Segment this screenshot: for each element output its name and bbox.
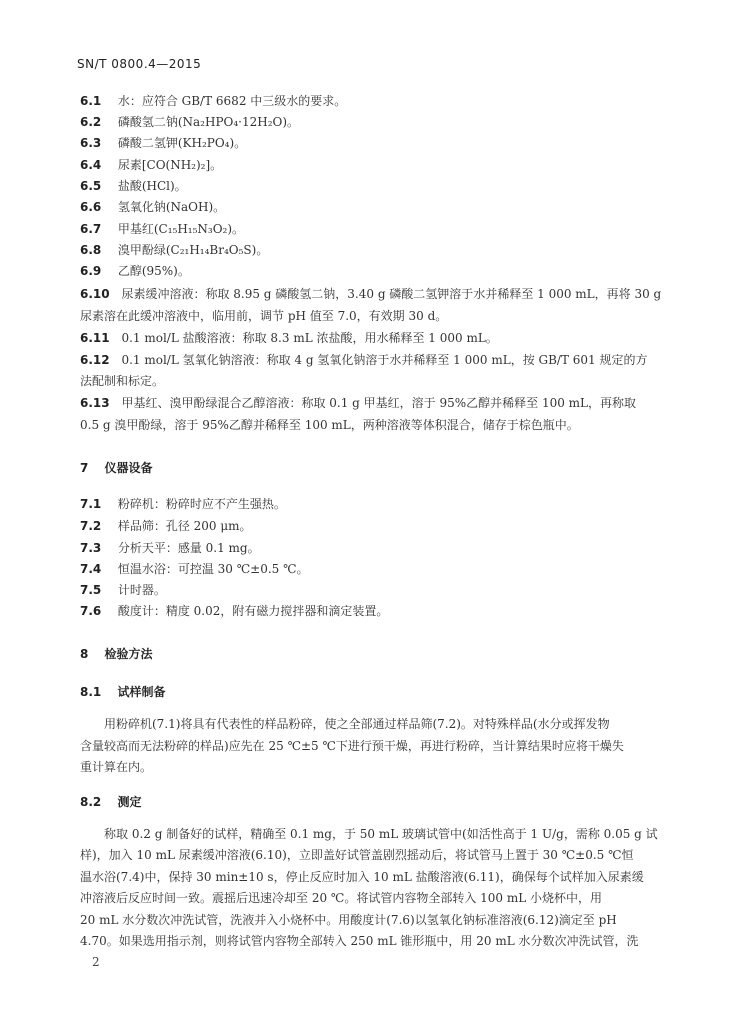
clause-text: 乙醇(95%)。 [117,264,190,278]
clause-number: 7.4 [80,562,102,576]
clause-number: 7.3 [80,541,102,555]
paragraph-line: 称取 0.2 g 制备好的试样，精确至 0.1 mg，于 50 mL 玻璃试管中(如活性高于 1 U/g，需称 0.05 g 试 [104,827,658,841]
subsection-number: 8.2 [80,795,102,809]
clause-number: 6.8 [80,243,102,257]
standard-header: SN/T 0800.4—2015 [77,57,202,71]
clause-6-12-line2: 法配制和标定。 [80,374,165,388]
clause-text: 分析天平：感量 0.1 mg。 [117,541,260,555]
clause-text: 恒温水浴：可控温 30 ℃±0.5 ℃。 [117,562,309,576]
clause-number: 6.3 [80,136,102,150]
clause-number: 6.7 [80,222,102,236]
instrument-item [80,604,388,618]
instrument-item [80,497,286,511]
reagent-item [80,179,187,193]
instrument-item [80,541,260,555]
reagent-item [80,243,268,257]
clause-number: 6.13 [80,396,110,410]
clause-number: 7.6 [80,604,102,618]
clause-number: 6.1 [80,94,102,108]
section-8-heading [80,645,153,662]
clause-number: 7.2 [80,519,102,533]
clause-text: 水：应符合 GB/T 6682 中三级水的要求。 [117,94,347,108]
clause-number: 7.1 [80,497,102,511]
section-title: 检验方法 [104,647,153,661]
reagent-item [80,94,346,108]
clause-number: 6.10 [80,287,110,301]
clause-number: 6.2 [80,115,102,129]
clause-text: 计时器。 [117,583,166,597]
clause-text: 磷酸氢二钠(Na₂HPO₄·12H₂O)。 [117,115,300,129]
clause-text: 0.1 mol/L 盐酸溶液：称取 8.3 mL 浓盐酸，用水稀释至 1 000 mL。 [121,331,498,345]
clause-text: 氢氧化钠(NaOH)。 [117,200,226,214]
clause-text: 甲基红、溴甲酚绿混合乙醇溶液：称取 0.1 g 甲基红，溶于 95%乙醇并稀释至 100 mL，再称取 [121,396,637,410]
subsection-number: 8.1 [80,685,102,699]
clause-number: 6.5 [80,179,102,193]
section-title: 仪器设备 [104,461,153,475]
paragraph-line: 冲溶液后反应时间一致。震摇后迅速冷却至 20 ℃。将试管内容物全部转入 100 mL 小烧杯中，用 [80,891,603,905]
clause-text: 磷酸二氢钾(KH₂PO₄)。 [117,136,247,150]
clause-6-13-line1 [80,396,636,410]
instrument-item [80,519,252,533]
clause-number: 6.12 [80,353,110,367]
reagent-item [80,158,222,172]
instrument-item [80,583,166,597]
section-number: 7 [80,461,89,475]
subsection-title: 试样制备 [117,685,166,699]
paragraph-line: 4.70。如果选用指示剂，则将试管内容物全部转入 250 mL 锥形瓶中，用 20 mL 水分数次冲洗试管，洗 [80,934,639,948]
clause-6-10-line2: 尿素溶在此缓冲溶液中，临用前，调节 pH 值至 7.0，有效期 30 d。 [80,309,448,323]
subsection-8-1-heading [80,683,165,700]
clause-text: 尿素[CO(NH₂)₂]。 [117,158,223,172]
clause-text: 样品筛：孔径 200 μm。 [117,519,252,533]
clause-6-13-line2: 0.5 g 溴甲酚绿，溶于 95%乙醇并稀释至 100 mL，两种溶液等体积混合，储存于棕色瓶中。 [80,418,579,432]
paragraph-line: 用粉碎机(7.1)将具有代表性的样品粉碎，使之全部通过样品筛(7.2)。对特殊样品(水分或挥发物 [104,717,610,731]
clause-text: 甲基红(C₁₅H₁₅N₃O₂)。 [117,222,245,236]
clause-text: 盐酸(HCl)。 [117,179,187,193]
reagent-item [80,222,244,236]
section-number: 8 [80,647,89,661]
page-number: 2 [92,955,100,969]
clause-number: 7.5 [80,583,102,597]
clause-6-10-line1 [80,287,661,301]
clause-number: 6.4 [80,158,102,172]
subsection-8-2-heading [80,793,141,810]
section-7-heading [80,459,153,476]
clause-number: 6.6 [80,200,102,214]
subsection-title: 测定 [117,795,142,809]
paragraph-line: 温水浴(7.4)中，保持 30 min±10 s，停止反应时加入 10 mL 盐酸溶液(6.11)，确保每个试样加入尿素缓 [80,870,644,884]
clause-number: 6.11 [80,331,110,345]
reagent-item [80,136,246,150]
paragraph-line: 20 mL 水分数次冲洗试管，洗液并入小烧杯中。用酸度计(7.6)以氢氧化钠标准溶液(6.12)滴定至 pH [80,913,617,927]
clause-text: 溴甲酚绿(C₂₁H₁₄Br₄O₅S)。 [117,243,269,257]
clause-6-12-line1 [80,353,648,367]
paragraph-line: 含量较高而无法粉碎的样品)应先在 25 ℃±5 ℃下进行预干燥，再进行粉碎，当计算结果时应将干燥失 [80,739,624,753]
reagent-item [80,264,190,278]
reagent-item [80,115,299,129]
clause-6-11 [80,331,498,345]
clause-text: 0.1 mol/L 氢氧化钠溶液：称取 4 g 氢氧化钠溶于水并稀释至 1 000 mL，按 GB/T 601 规定的方 [121,353,648,367]
reagent-item [80,200,225,214]
instrument-item [80,562,309,576]
paragraph-line: 重计算在内。 [80,760,153,774]
clause-number: 6.9 [80,264,102,278]
clause-text: 尿素缓冲溶液：称取 8.95 g 磷酸氢二钠，3.40 g 磷酸二氢钾溶于水并稀释至 1 000 mL，再将 30 g [121,287,662,301]
clause-text: 粉碎机：粉碎时应不产生强热。 [117,497,286,511]
paragraph-line: 样)，加入 10 mL 尿素缓冲溶液(6.10)，立即盖好试管盖剧烈摇动后，将试管马上置于 30 ℃±0.5 ℃恒 [80,848,634,862]
clause-text: 酸度计：精度 0.02，附有磁力搅拌器和滴定装置。 [117,604,389,618]
